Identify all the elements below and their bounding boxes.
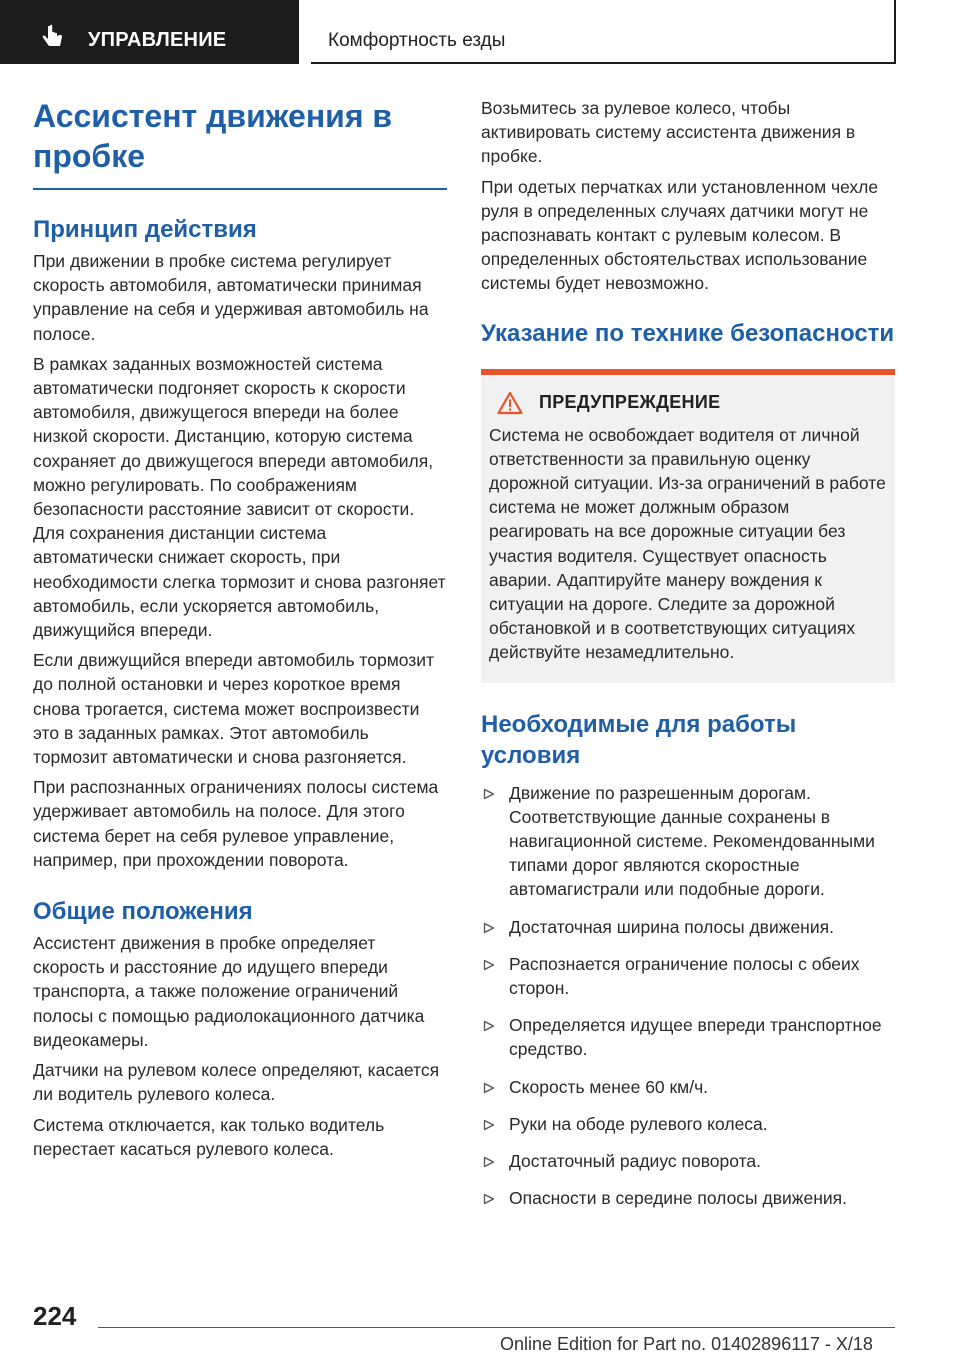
heading-general: Общие положения [33, 898, 253, 926]
left-column [33, 96, 447, 1161]
warning-text: Система не освобождает водителя от личной ответственности за правильную оценку дорожной ситуации. Из-за ограничений в работе система не может должным образом реагировать на все дорожные ситуации без участия водителя. Существует опасность аварии. Адаптируйте манеру вождения к ситуации на дороге. Следите за дорожной обстановкой и в соответствующих ситуациях действуйте незамедлительно. [489, 424, 886, 663]
list-item [481, 915, 895, 939]
list-item [481, 1013, 895, 1061]
hand-icon [38, 24, 66, 52]
header-section-block [0, 0, 299, 64]
header-subsection-title: Комфортность езды [328, 30, 506, 51]
list-item-text: Движение по разрешенным дорогам. Соответствующие данные сохранены в навигационной системе. Рекомендованными типами дорог являются скоростные автомагистрали или подобные дороги. [509, 782, 875, 900]
list-item [481, 781, 895, 902]
list-item-text: Руки на ободе рулевого колеса. [509, 1113, 768, 1134]
list-item [481, 1112, 895, 1136]
right-column [481, 96, 895, 1224]
heading-safety: Указание по технике безопасности [481, 319, 895, 347]
triangle-bullet-icon [483, 1082, 495, 1094]
warning-box [481, 369, 895, 683]
list-item-text: Распознается ограничение полосы с обеих сторон. [509, 953, 860, 999]
triangle-bullet-icon [483, 1119, 495, 1131]
heading-principle: Принцип действия [33, 216, 257, 243]
list-item-text: Достаточный радиус поворота. [509, 1151, 762, 1172]
triangle-bullet-icon [483, 788, 495, 800]
triangle-bullet-icon [483, 1020, 495, 1032]
title-divider [33, 188, 447, 190]
paragraph: При движении в пробке система регулирует скорость автомобиля, автоматически принимая управление на себя и удерживая автомобиль на полосе. [33, 251, 429, 344]
list-item-text: Определяется идущее впереди транспортное средство. [509, 1015, 882, 1060]
triangle-bullet-icon [483, 1156, 495, 1168]
list-item-text: Достаточная ширина полосы движения. [509, 916, 834, 937]
paragraph: При распознанных ограничениях полосы система удерживает автомобиль на полосе. Для этого система берет на себя рулевое управление, например, при прохождении поворота. [33, 777, 439, 870]
page-title: Ассистент движения в пробке [33, 98, 393, 174]
heading-conditions: Необходимые для работы условия [481, 710, 797, 769]
warning-body [481, 375, 895, 683]
paragraph: Ассистент движения в пробке определяет скорость и расстояние до идущего впереди транспорта, а также положение ограничений полосы с помощью радиолокационного датчика видеокамеры. [33, 933, 425, 1050]
paragraph: Если движущийся впереди автомобиль тормозит до полной остановки и через короткое время снова трогается, система может воспроизвести это в заданных рамках. Этот автомобиль тормозит автоматически и снова разгоняется. [33, 650, 435, 768]
triangle-bullet-icon [483, 959, 495, 971]
list-item-text: Опасности в середине полосы движения. [509, 1188, 847, 1209]
paragraph: Возьмитесь за рулевое колесо, чтобы активировать систему ассистента движения в пробке. [481, 98, 856, 167]
page-number: 224 [33, 1301, 77, 1331]
triangle-bullet-icon [483, 1193, 495, 1205]
conditions-list [481, 781, 895, 1211]
footer-divider [98, 1327, 895, 1328]
header-section-title: УПРАВЛЕНИЕ [88, 29, 227, 51]
paragraph: Датчики на рулевом колесе определяют, касается ли водитель рулевого колеса. [33, 1060, 440, 1105]
paragraph: Система отключается, как только водитель перестает касаться рулевого колеса. [33, 1114, 385, 1159]
footer-edition: Online Edition for Part no. 01402896117 - X/18 [500, 1334, 873, 1354]
paragraph: При одетых перчатках или установленном чехле руля в определенных случаях датчики могут не распознавать контакт с рулевым колесом. В определенных обстоятельствах использование системы будет невозможно. [481, 176, 879, 294]
header-subsection-block [311, 0, 896, 64]
triangle-bullet-icon [483, 922, 495, 934]
warning-header [497, 391, 887, 415]
warning-triangle-icon [497, 391, 523, 415]
paragraph: В рамках заданных возможностей система автоматически подгоняет скорость к скорости автомобиля, движущегося впереди на более низкой скорости. Дистанцию, которую система сохраняет до движущегося впереди автомобиля, можно регулировать. По соображениям безопасности расстояние зависит от скорости. Для сохранения дистанции система автоматически снижает скорость, при необходимости слегка тормозит и снова разгоняет автомобиль, если ускоряется автомобиль, движущийся впереди. [33, 353, 446, 641]
list-item [481, 1149, 895, 1173]
list-item [481, 952, 895, 1000]
list-item-text: Скорость менее 60 км/ч. [509, 1076, 709, 1097]
list-item [481, 1186, 895, 1210]
list-item [481, 1075, 895, 1099]
warning-label: ПРЕДУПРЕЖДЕНИЕ [539, 392, 721, 413]
